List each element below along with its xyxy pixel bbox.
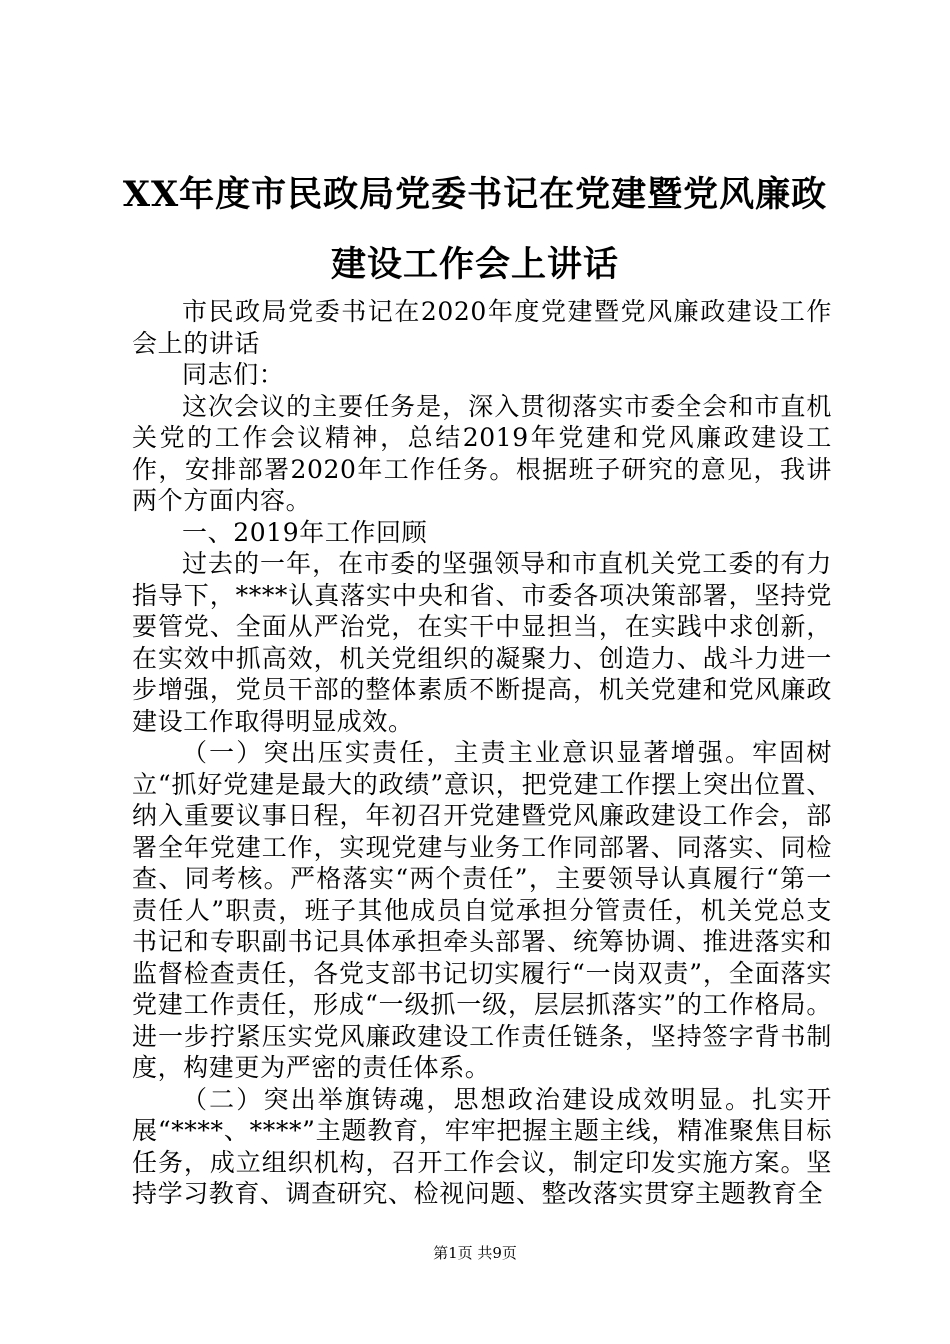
paragraph-salutation: 同志们： <box>182 360 285 389</box>
paragraph-ideology: （二）突出举旗铸魂，思想政治建设成效明显。扎实开展“****、****”主题教育，牢牢把握主题主线，精准聚焦目标任务，成立组织机构，召开工作会议，制定印发实施方案。坚持学习教育、调查研究、检视问题、整改落实贯穿主题教育全 <box>132 1084 832 1208</box>
page-footer <box>0 1243 950 1263</box>
section-heading-review: 一、2019年工作回顾 <box>182 517 428 547</box>
document-body <box>132 296 832 1210</box>
page-number: 第1页 共9页 <box>433 1244 517 1262</box>
paragraph-intro: 这次会议的主要任务是，深入贯彻落实市委全会和市直机关党的工作会议精神，总结2019年党建和党风廉政建设工作，安排部署2020年工作任务。根据班子研究的意见，我讲两个方面内容。 <box>132 391 832 515</box>
title-line-1: XX年度市民政局党委书记在党建暨党风廉政 <box>122 174 828 215</box>
paragraph-review-summary: 过去的一年，在市委的坚强领导和市直机关党工委的有力指导下，****认真落实中央和省、市委各项决策部署，坚持党要管党、全面从严治党，在实干中显担当，在实践中求创新，在实效中抓高效，机关党组织的凝聚力、创造力、战斗力进一步增强，党员干部的整体素质不断提高，机关党建和党风廉政建设工作取得明显成效。 <box>132 549 832 736</box>
title-line-2: 建设工作会上讲话 <box>330 244 619 285</box>
paragraph-heading-line: 市民政局党委书记在2020年度党建暨党风廉政建设工作会上的讲话 <box>132 297 832 358</box>
paragraph-responsibility: （一）突出压实责任，主责主业意识显著增强。牢固树立“抓好党建是最大的政绩”意识，把党建工作摆上突出位置、纳入重要议事日程，年初召开党建暨党风廉政建设工作会，部署全年党建工作，实现党建与业务工作同部署、同落实、同检查、同考核。严格落实“两个责任”，主要领导认真履行“第一责任人”职责，班子其他成员自觉承担分管责任，机关党总支书记和专职副书记具体承担牵头部署、统筹协调、推进落实和监督检查责任，各党支部书记切实履行“一岗双责”，全面落实党建工作责任，形成“一级抓一级，层层抓落实”的工作格局。进一步拧紧压实党风廉政建设工作责任链条，坚持签字背书制度，构建更为严密的责任体系。 <box>132 738 832 1082</box>
document-title <box>120 160 830 300</box>
